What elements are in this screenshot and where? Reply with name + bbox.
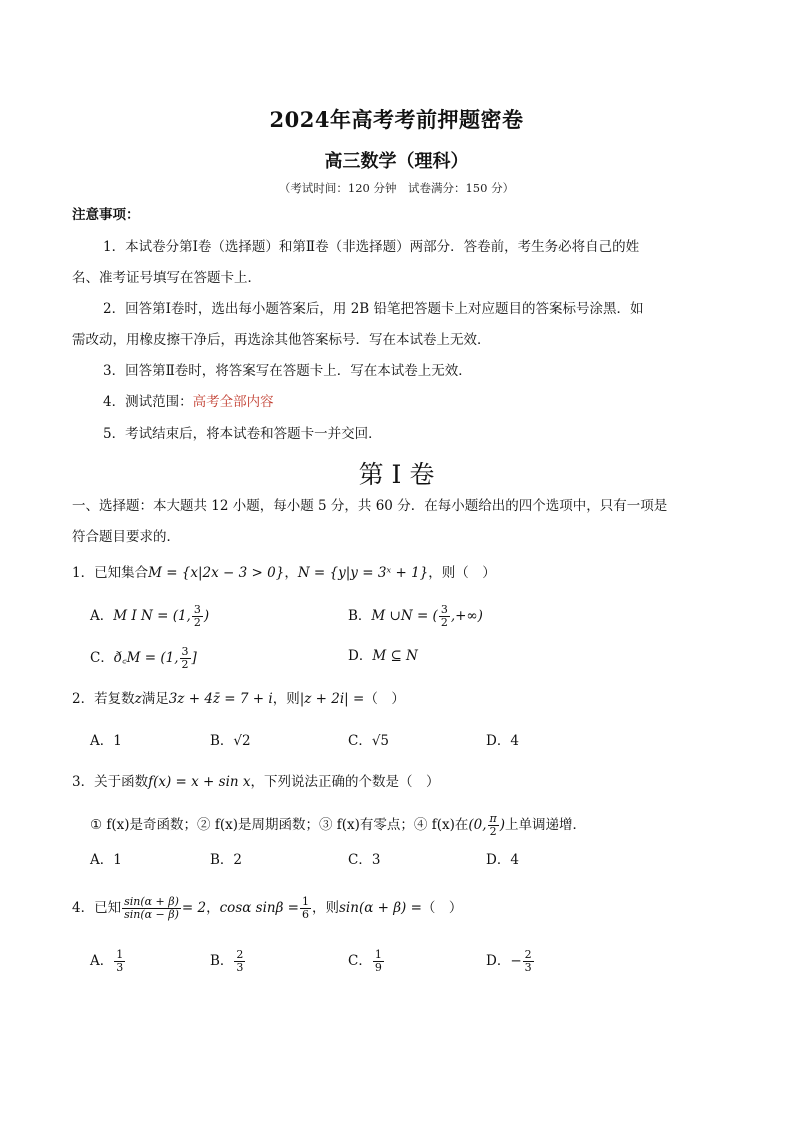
numerator: sin(α + β) [124, 895, 179, 908]
fraction [488, 813, 499, 838]
ratio-value: = 2 [181, 900, 207, 916]
note-item-2-line-2: 需改动，用橡皮擦干净后，再选涂其他答案标号．写在本试卷上无效． [72, 332, 491, 348]
option-label: A． [90, 953, 114, 969]
question-number: 1． [72, 565, 95, 581]
fraction [234, 949, 245, 974]
notes-heading: 注意事项： [72, 207, 140, 223]
question-3-stem [72, 772, 439, 792]
option-close: ) [203, 608, 210, 624]
q2-option-b: B．√2 [210, 733, 251, 749]
option-close: ] [191, 650, 197, 666]
q1-option-c [90, 646, 197, 671]
interval-close: ) [499, 817, 506, 833]
note-item-5: 5．考试结束后，将本试卷和答题卡一并交回． [103, 426, 382, 442]
denominator: 2 [440, 616, 448, 629]
note-item-4 [103, 392, 274, 412]
numerator: 3 [193, 603, 201, 616]
q4-option-b [210, 949, 246, 974]
option-math: ð꜀M = (1, [113, 650, 179, 666]
q2-tail: （ ） [364, 691, 405, 707]
q2-mid: 满足 [141, 691, 169, 707]
denominator: 2 [181, 658, 189, 671]
question-4-stem [72, 896, 462, 921]
option-label: C． [90, 650, 114, 666]
asked-expression: sin(α + β) = [339, 900, 422, 916]
q3-option-d: D．4 [486, 852, 519, 868]
complex-variable: z [134, 691, 142, 707]
q1-separator: ， [284, 565, 298, 581]
q3-option-b: B．2 [210, 852, 243, 868]
set-m-definition: M = {x|2x − 3 > 0} [148, 565, 285, 581]
q1-prefix: 已知集合 [94, 565, 149, 581]
fraction [114, 949, 125, 974]
option-close: ,+∞) [450, 608, 483, 624]
numerator: 1 [302, 895, 309, 908]
numerator: 1 [374, 948, 382, 961]
q2-option-a: A．1 [90, 733, 122, 749]
q4-prefix: 已知 [94, 900, 122, 916]
modulus-expression: |z + 2i| = [299, 691, 365, 707]
q1-option-b [348, 604, 483, 629]
q2-prefix: 若复数 [94, 691, 135, 707]
q4-separator: ， [206, 900, 220, 916]
option-label: C． [348, 953, 372, 969]
fraction [122, 896, 181, 921]
exam-title: 2024年高考考前押题密卷 [269, 107, 524, 132]
numerator: 3 [440, 603, 448, 616]
option-label: B． [210, 953, 234, 969]
interval-open: (0, [468, 817, 487, 833]
q1-option-a [90, 604, 209, 629]
fraction [300, 896, 311, 921]
function-definition: f(x) = x + sin x [148, 774, 251, 790]
denominator: sin(α − β) [124, 908, 179, 921]
q2-then: ，则 [272, 691, 300, 707]
fraction [523, 949, 534, 974]
note-item-2-line-1: 2．回答第Ⅰ卷时，选出每小题答案后，用 2B 铅笔把答题卡上对应题目的答案标号涂黑．如 [103, 301, 644, 317]
numerator: 2 [524, 948, 532, 961]
option-label: D． [486, 953, 511, 969]
question-2-stem [72, 689, 405, 709]
exam-info: （考试时间：120 分钟 试卷满分：150 分） [278, 181, 515, 195]
complex-equation: 3z + 4z̄ = 7 + i [168, 691, 273, 707]
statements-text: ① f(x)是奇函数；② f(x)是周期函数；③ f(x)有零点；④ f(x)在 [90, 817, 469, 833]
option-label: A． [90, 608, 114, 624]
q4-option-c [348, 949, 385, 974]
question-number: 3． [72, 774, 95, 790]
denominator: 3 [236, 961, 244, 974]
q4-option-d [486, 949, 535, 974]
option-math: M ⊆ N [372, 648, 418, 664]
q3-prefix: 关于函数 [94, 774, 149, 790]
numerator: 3 [181, 645, 189, 658]
fraction [180, 646, 191, 671]
q3-option-c: C．3 [348, 852, 381, 868]
negative-sign: − [510, 953, 522, 969]
test-range: 高考全部内容 [192, 394, 274, 410]
q2-option-d: D．4 [486, 733, 519, 749]
q4-tail: （ ） [421, 900, 463, 916]
q1-tail: ，则（ ） [428, 565, 496, 581]
option-math: M I N = (1, [113, 608, 191, 624]
section-instruction-line-1: 一、选择题：本大题共 12 小题，每小题 5 分，共 60 分．在每小题给出的四个选项中，只有一项是 [72, 498, 668, 514]
denominator: 3 [116, 961, 124, 974]
denominator: 2 [489, 825, 497, 838]
denominator: 9 [374, 961, 382, 974]
numerator: 1 [116, 948, 124, 961]
section-instruction-line-2: 符合题目要求的． [72, 529, 180, 545]
option-math: M ∪N = ( [371, 608, 438, 624]
note-item-1-line-1: 1．本试卷分第Ⅰ卷（选择题）和第Ⅱ卷（非选择题）两部分．答卷前，考生务必将自己的姓 [103, 239, 640, 255]
denominator: 3 [524, 961, 532, 974]
numerator: π [489, 812, 497, 825]
option-label: B． [348, 608, 372, 624]
q3-tail: ，下列说法正确的个数是（ ） [250, 774, 440, 790]
option-label: D． [348, 648, 373, 664]
q1-option-d [348, 646, 418, 666]
q4-then: ，则 [312, 900, 339, 916]
q4-option-a [90, 949, 126, 974]
q2-option-c: C．√5 [348, 733, 390, 749]
note-item-3: 3．回答第Ⅱ卷时，将答案写在答题卡上．写在本试卷上无效． [103, 363, 472, 379]
fraction [373, 949, 384, 974]
fraction [439, 604, 450, 629]
section-title: 第 I 卷 [358, 460, 435, 489]
note-item-4-prefix: 4．测试范围： [103, 394, 193, 410]
note-item-1-line-2: 名、准考证号填写在答题卡上． [72, 270, 261, 286]
question-number: 2． [72, 691, 95, 707]
fraction [192, 604, 203, 629]
question-number: 4． [72, 900, 95, 916]
q3-statements [90, 813, 586, 838]
denominator: 2 [193, 616, 201, 629]
question-1-stem [72, 563, 496, 583]
numerator: 2 [236, 948, 244, 961]
set-n-definition: N = {y|y = 3ˣ + 1} [297, 565, 429, 581]
second-condition: cosα sinβ = [219, 900, 299, 916]
exam-subtitle: 高三数学（理科） [324, 151, 469, 172]
q3-option-a: A．1 [90, 852, 122, 868]
denominator: 6 [302, 908, 309, 921]
statements-tail: 上单调递增． [505, 817, 587, 833]
